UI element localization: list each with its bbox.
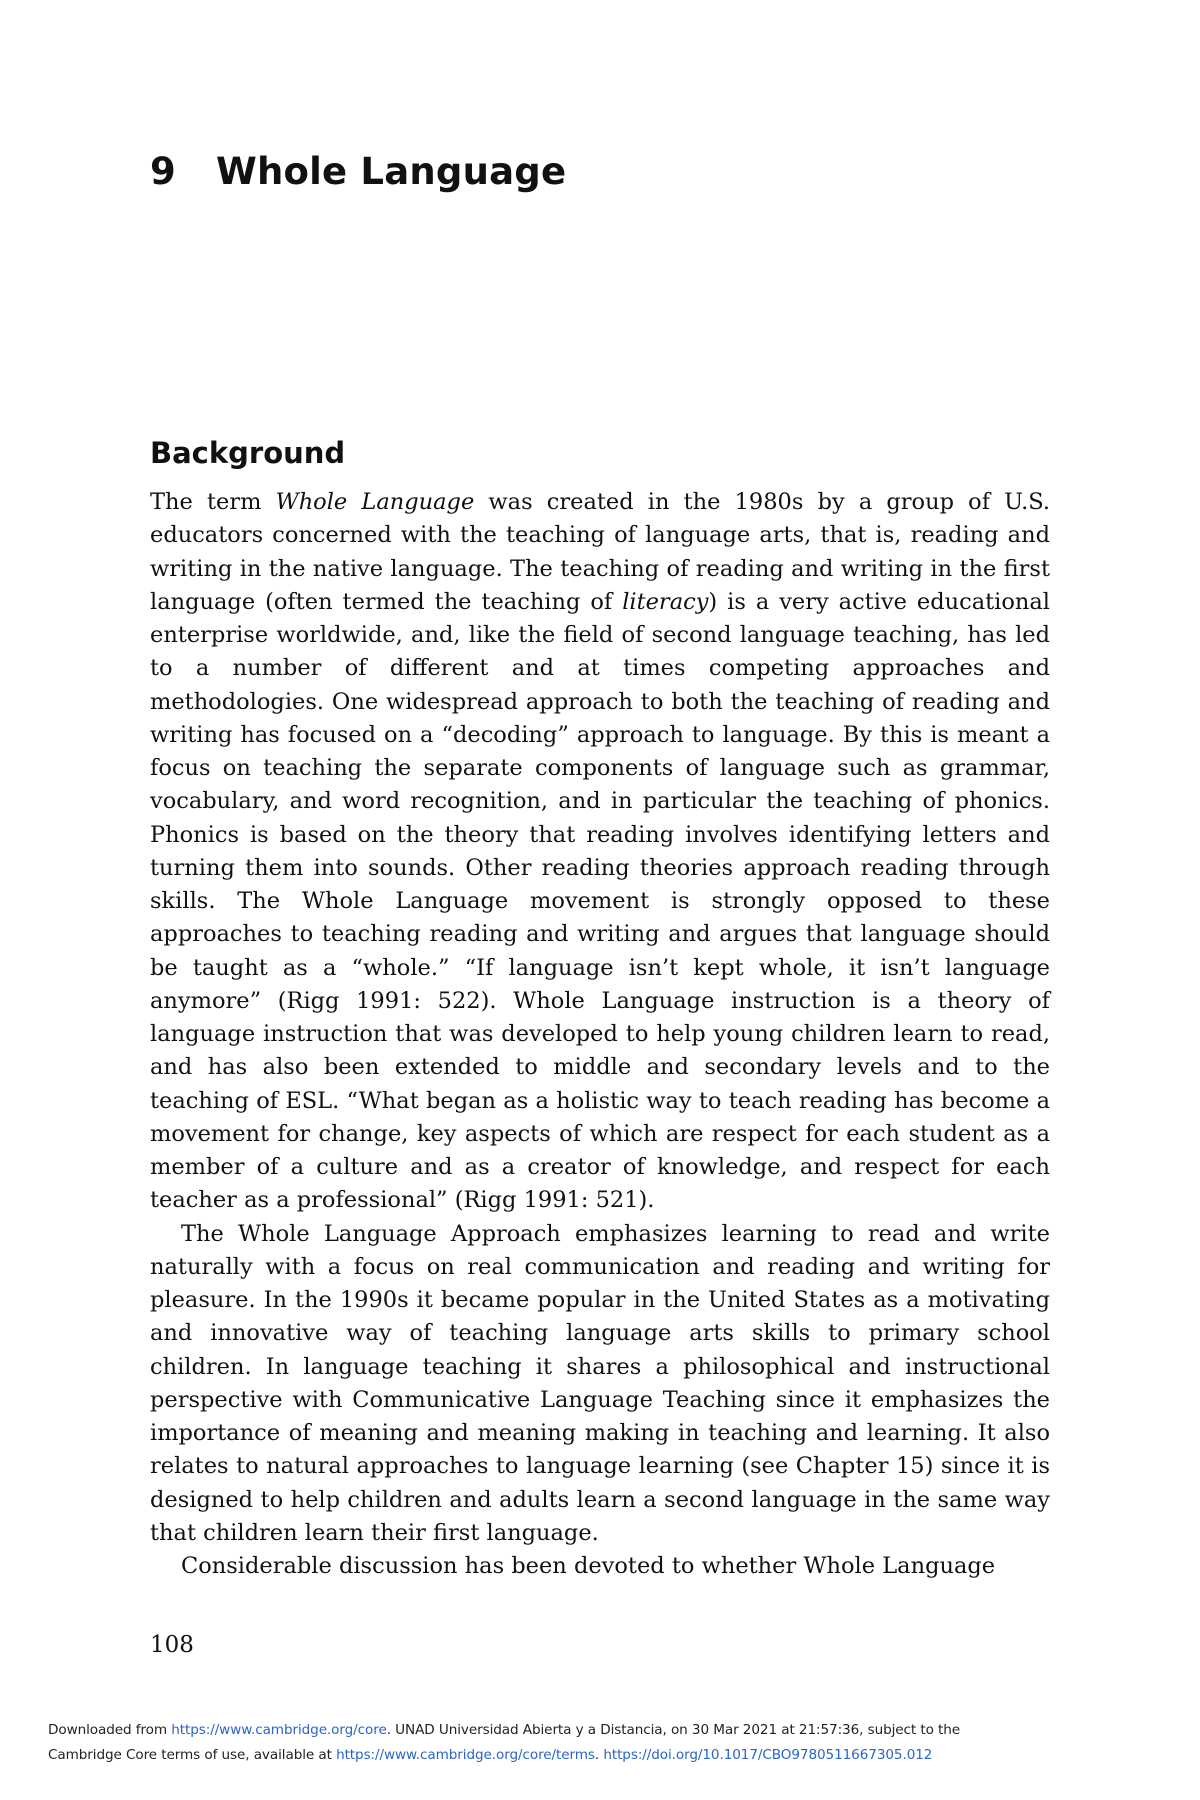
- cambridge-core-link[interactable]: https://www.cambridge.org/core: [171, 1722, 387, 1738]
- footer-text: . UNAD Universidad Abierta y a Distancia, on 30 Mar 2021 at 21:57:36, subject to the: [386, 1722, 961, 1738]
- paragraph-1-text-c: ) is a very active educational enterprise worldwide, and, like the field of second language teaching, has led to a number of different and at times competing approaches and methodologies. One widespread approach to both the teaching of reading and writing has focused on a “decoding” approach to language. By this is meant a focus on teaching the separate components of language such as grammar, vocabulary, and word recognition, and in particular the teaching of phonics. Phonics is based on the theory that reading involves identifying letters and turning them into sounds. Other reading theories approach reading through skills. The Whole Language movement is strongly opposed to these approaches to teaching reading and writing and argues that language should be taught as a “whole.” “If language isn’t kept whole, it isn’t language anymore” (Rigg 1991: 522). Whole Language instruction is a theory of language instruction that was developed to help young children learn to read, and has also been extended to middle and secondary levels and to the teaching of ESL. “What began as a holistic way to teach reading has become a movement for change, key aspects of which are respect for each student as a member of a culture and as a creator of knowledge, and respect for each teacher as a professional” (Rigg 1991: 521).: [150, 588, 1050, 1214]
- paragraph-1: [150, 486, 1050, 1218]
- footer-text: Downloaded from: [48, 1722, 172, 1738]
- italic-term-literacy: literacy: [622, 588, 709, 615]
- paragraph-1-text-a: The term: [150, 489, 276, 515]
- body-text: [150, 486, 1050, 1583]
- page-number: 108: [150, 1632, 194, 1658]
- paragraph-3: Considerable discussion has been devoted to whether Whole Language: [181, 1553, 996, 1579]
- chapter-title-text: Whole Language: [216, 150, 567, 193]
- italic-term-whole-language: Whole Language: [275, 489, 475, 515]
- paragraph-2: The Whole Language Approach emphasizes learning to read and write naturally with a focus on real communication and reading and writing for pleasure. In the 1990s it became popular in the United States as a motivating and innovative way of teaching language arts skills to primary school children. In language teaching it shares a philosophical and instructional perspective with Communicative Language Teaching since it emphasizes the importance of meaning and meaning making in teaching and learning. It also relates to natural approaches to language learning (see Chapter 15) since it is designed to help children and adults learn a second language in the same way that children learn their first language.: [150, 1220, 1050, 1546]
- footer-line-1: [48, 1718, 1158, 1743]
- doi-link[interactable]: https://doi.org/10.1017/CBO9780511667305.012: [603, 1747, 933, 1763]
- paragraph-1-text-b: was created in the 1980s by a group of U.S. educators concerned with the teaching of language arts, that is, reading and writing in the native language. The teaching of reading and writing in the first language (often termed the teaching of: [150, 489, 1050, 615]
- chapter-number: 9: [150, 150, 176, 193]
- chapter-title: [150, 150, 566, 193]
- footer-text: Cambridge Core terms of use, available at: [48, 1747, 337, 1763]
- terms-link[interactable]: https://www.cambridge.org/core/terms: [336, 1747, 595, 1763]
- section-heading: Background: [150, 436, 346, 470]
- footer-line-2: [48, 1743, 1158, 1768]
- download-footer: [48, 1718, 1158, 1768]
- footer-text: .: [594, 1747, 604, 1763]
